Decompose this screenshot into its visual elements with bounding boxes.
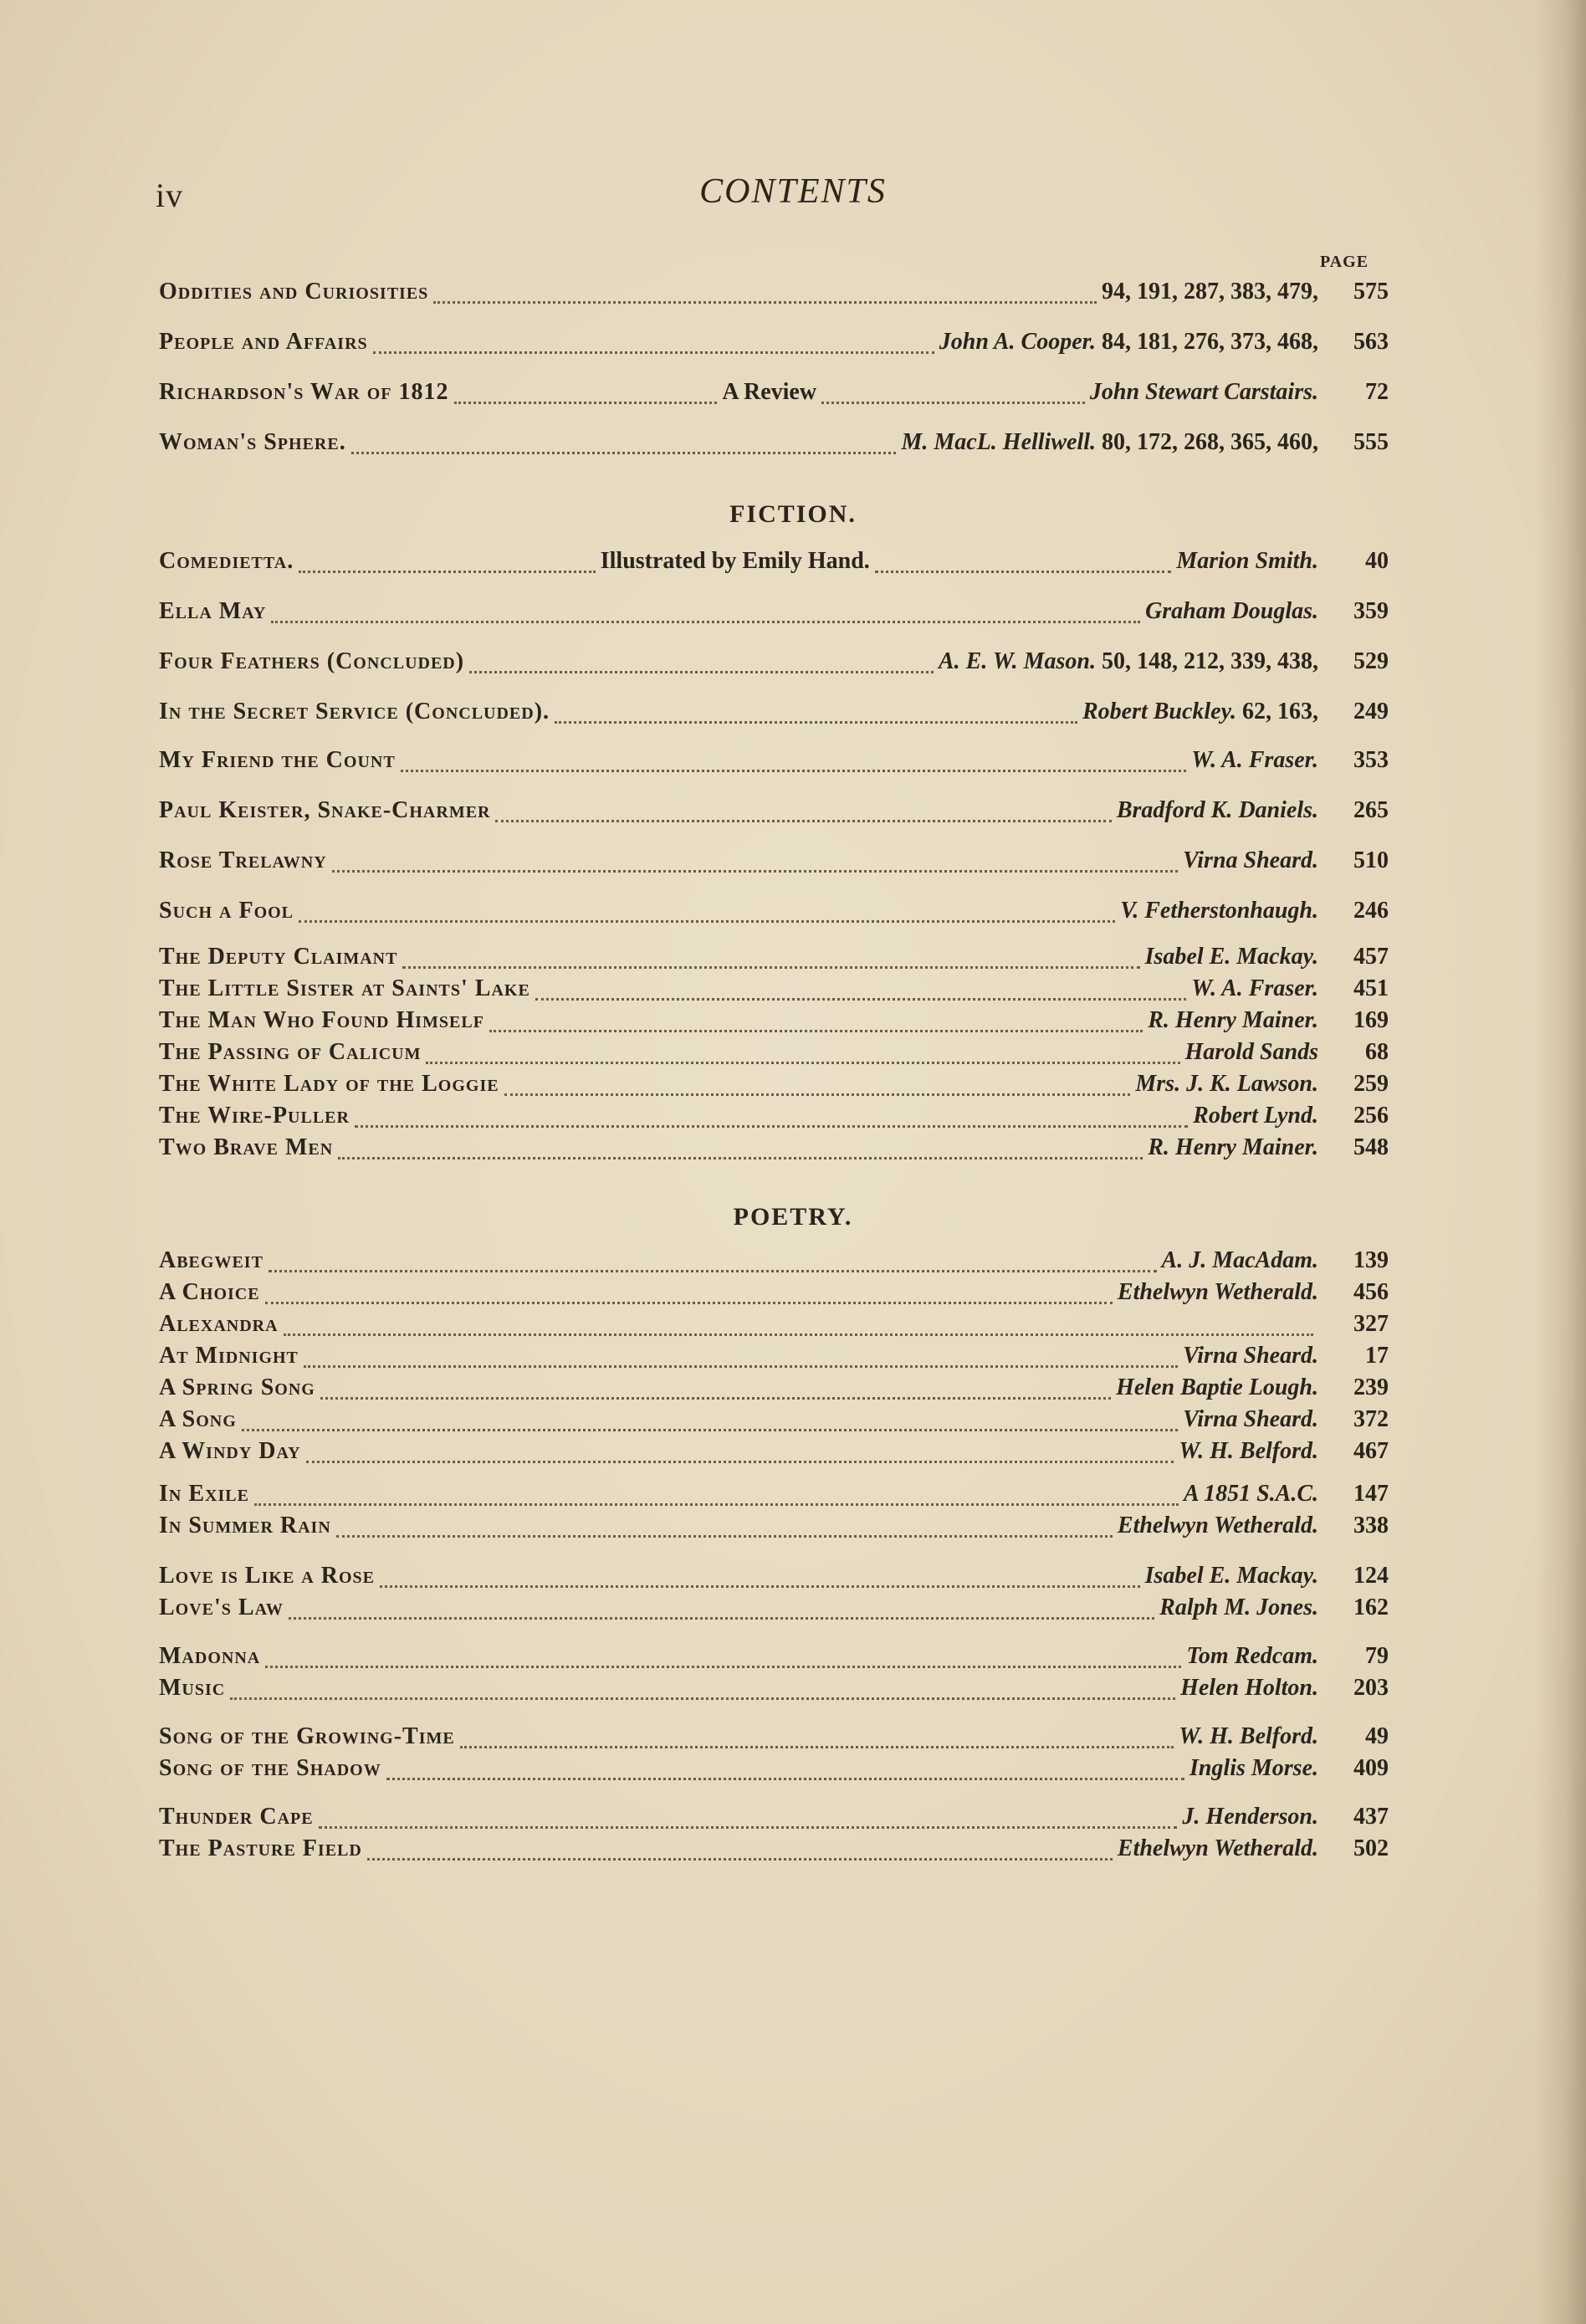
dot-leader [265, 1666, 1181, 1668]
dot-leader [402, 966, 1139, 969]
toc-entry [159, 1134, 1389, 1168]
entry-note: A Review [722, 379, 817, 405]
entry-page: 529 [1353, 648, 1389, 674]
entry-pages: 94, 191, 287, 383, 479, [1102, 279, 1318, 305]
dot-leader [355, 1125, 1188, 1128]
dot-leader [555, 721, 1077, 724]
dot-leader [299, 920, 1115, 923]
entry-author: Bradford K. Daniels. [1116, 797, 1318, 823]
entry-title: People and Affairs [159, 329, 368, 355]
toc-entry [159, 1103, 1389, 1136]
entry-title: Music [159, 1675, 226, 1701]
entry-author: Inglis Morse. [1189, 1755, 1318, 1781]
entry-title: The White Lady of the Loggie [159, 1071, 499, 1097]
entry-author: Helen Baptie Lough. [1116, 1374, 1318, 1400]
entry-page: 502 [1353, 1835, 1389, 1861]
dot-leader [271, 621, 1140, 623]
entry-page: 249 [1353, 699, 1389, 724]
entry-page: 555 [1353, 429, 1389, 455]
toc-entry [159, 1513, 1389, 1546]
dot-leader [367, 1858, 1113, 1861]
entry-page: 139 [1353, 1247, 1389, 1273]
dot-leader [386, 1778, 1184, 1780]
dot-leader [454, 402, 718, 404]
dot-leader [306, 1461, 1174, 1463]
entry-page: 437 [1353, 1804, 1389, 1830]
dot-leader [284, 1333, 1313, 1336]
entry-page: 467 [1353, 1438, 1389, 1464]
entry-page: 239 [1353, 1374, 1389, 1400]
entry-author: A. J. MacAdam. [1161, 1247, 1318, 1273]
entry-author: Mrs. J. K. Lawson. [1135, 1071, 1318, 1097]
entry-page: 451 [1353, 975, 1389, 1001]
entry-title: In Summer Rain [159, 1513, 331, 1538]
toc-entry [159, 747, 1389, 781]
entry-title: The Deputy Claimant [159, 944, 398, 970]
dot-leader [426, 1062, 1179, 1064]
toc-entry [159, 1374, 1389, 1408]
dot-leader [504, 1093, 1131, 1096]
toc-entry [159, 1804, 1389, 1837]
toc-entry [159, 1835, 1389, 1869]
entry-title: Four Feathers (Concluded) [159, 648, 465, 674]
entry-title: A Spring Song [159, 1374, 315, 1400]
dot-leader [875, 571, 1172, 573]
toc-entry [159, 1279, 1389, 1313]
entry-page: 203 [1353, 1675, 1389, 1701]
entry-author: Virna Sheard. [1183, 1343, 1318, 1369]
dot-leader [495, 820, 1111, 822]
entry-author: Helen Holton. [1180, 1675, 1318, 1701]
dot-leader [380, 1585, 1140, 1588]
entry-author: J. Henderson. [1182, 1804, 1318, 1830]
entry-title: The Wire-Puller [159, 1103, 350, 1129]
toc-entry [159, 1311, 1389, 1344]
entry-author: Virna Sheard. [1183, 1406, 1318, 1432]
entry-title: Thunder Cape [159, 1804, 314, 1830]
entry-author: R. Henry Mainer. [1148, 1134, 1318, 1160]
entry-title: A Windy Day [159, 1438, 301, 1464]
toc-entry [159, 1563, 1389, 1596]
dot-leader [289, 1617, 1154, 1620]
toc-entry [159, 648, 1389, 682]
dot-leader [433, 301, 1097, 304]
dot-leader [230, 1697, 1175, 1700]
entry-page: 79 [1365, 1643, 1389, 1669]
dot-leader [320, 1397, 1111, 1400]
dot-leader [460, 1746, 1174, 1748]
entry-page: 563 [1353, 329, 1389, 355]
toc-entry [159, 429, 1389, 463]
toc-entry [159, 1343, 1389, 1376]
entry-pages: 50, 148, 212, 339, 438, [1102, 648, 1318, 674]
page-title: CONTENTS [699, 172, 887, 211]
entry-title: Such a Fool [159, 898, 294, 924]
entry-page: 327 [1353, 1311, 1389, 1337]
entry-author: Robert Lynd. [1193, 1103, 1318, 1129]
toc-entry [159, 699, 1389, 732]
entry-title: My Friend the Count [159, 747, 396, 773]
entry-page: 40 [1365, 548, 1389, 574]
entry-author: W. H. Belford. [1179, 1438, 1318, 1464]
entry-page: 49 [1365, 1723, 1389, 1749]
section-heading-poetry: POETRY. [733, 1203, 853, 1231]
entry-page: 372 [1353, 1406, 1389, 1432]
entry-title: The Man Who Found Himself [159, 1007, 484, 1033]
dot-leader [332, 870, 1178, 873]
entry-author: Graham Douglas. [1145, 598, 1318, 624]
dot-leader [469, 671, 934, 673]
entry-page: 256 [1353, 1103, 1389, 1129]
entry-title: Richardson's War of 1812 [159, 379, 449, 405]
entry-author: Ralph M. Jones. [1159, 1595, 1318, 1620]
toc-entry [159, 1595, 1389, 1628]
dot-leader [373, 351, 934, 354]
entry-title: Song of the Growing-Time [159, 1723, 455, 1749]
entry-page: 456 [1353, 1279, 1389, 1305]
dot-leader [821, 402, 1085, 404]
toc-entry [159, 1438, 1389, 1472]
dot-leader [351, 452, 897, 454]
entry-author: Virna Sheard. [1183, 847, 1318, 873]
entry-title: In the Secret Service (Concluded). [159, 699, 550, 724]
dot-leader [319, 1826, 1178, 1829]
entry-title: A Song [159, 1406, 237, 1432]
entry-author: W. H. Belford. [1179, 1723, 1318, 1749]
entry-page: 246 [1353, 898, 1389, 924]
entry-title: Oddities and Curiosities [159, 279, 429, 305]
entry-author: Harold Sands [1184, 1039, 1318, 1065]
dot-leader [401, 770, 1187, 772]
entry-author: A 1851 S.A.C. [1183, 1481, 1318, 1507]
entry-title: Woman's Sphere. [159, 429, 346, 455]
entry-page: 575 [1353, 279, 1389, 305]
entry-page: 169 [1353, 1007, 1389, 1033]
entry-page: 353 [1353, 747, 1389, 773]
dot-leader [535, 998, 1187, 1001]
dot-leader [254, 1503, 1179, 1506]
entry-title: The Pasture Field [159, 1835, 362, 1861]
entry-title: Madonna [159, 1643, 261, 1669]
entry-page: 548 [1353, 1134, 1389, 1160]
toc-entry [159, 898, 1389, 931]
entry-title: Paul Keister, Snake-Charmer [159, 797, 491, 823]
entry-page: 17 [1365, 1343, 1389, 1369]
dot-leader [265, 1302, 1113, 1304]
entry-title: Song of the Shadow [159, 1755, 381, 1781]
toc-entry [159, 797, 1389, 831]
dot-leader [304, 1365, 1178, 1368]
entry-title: Love's Law [159, 1595, 284, 1620]
entry-page: 68 [1365, 1039, 1389, 1065]
toc-entry [159, 1071, 1389, 1104]
entry-author: Marion Smith. [1176, 548, 1318, 574]
entry-author: V. Fetherstonhaugh. [1120, 898, 1318, 924]
entry-title: Love is Like a Rose [159, 1563, 375, 1589]
entry-pages: 62, 163, [1242, 699, 1318, 724]
entry-author: Robert Buckley. [1082, 699, 1236, 724]
section-heading-fiction: FICTION. [729, 500, 857, 528]
entry-page: 162 [1353, 1595, 1389, 1620]
entry-author: W. A. Fraser. [1191, 975, 1318, 1001]
toc-entry [159, 1039, 1389, 1072]
entry-title: Rose Trelawny [159, 847, 327, 873]
entry-page: 338 [1353, 1513, 1389, 1538]
toc-entry [159, 1755, 1389, 1789]
entry-note: Illustrated by Emily Hand. [600, 548, 870, 574]
page-number: iv [156, 177, 184, 214]
entry-title: The Passing of Calicum [159, 1039, 422, 1065]
entry-author: W. A. Fraser. [1191, 747, 1318, 773]
dot-leader [489, 1030, 1143, 1032]
toc-entry [159, 279, 1389, 312]
entry-title: Ella May [159, 598, 267, 624]
toc-entry [159, 1643, 1389, 1676]
toc-entry [159, 1406, 1389, 1440]
toc-entry [159, 379, 1389, 412]
entry-page: 510 [1353, 847, 1389, 873]
entry-page: 409 [1353, 1755, 1389, 1781]
page-edge-shadow [1536, 0, 1586, 2324]
page-column-label: PAGE [1320, 253, 1369, 271]
entry-title: Comedietta. [159, 548, 294, 574]
entry-author: John Stewart Carstairs. [1089, 379, 1319, 405]
entry-author: Ethelwyn Wetherald. [1117, 1835, 1318, 1861]
dot-leader [336, 1535, 1113, 1538]
entry-page: 265 [1353, 797, 1389, 823]
toc-entry [159, 329, 1389, 362]
toc-entry [159, 598, 1389, 632]
entry-author: Ethelwyn Wetherald. [1117, 1279, 1318, 1305]
toc-entry [159, 1481, 1389, 1514]
entry-page: 359 [1353, 598, 1389, 624]
toc-entry [159, 975, 1389, 1009]
entry-author: Ethelwyn Wetherald. [1117, 1513, 1318, 1538]
entry-title: The Little Sister at Saints' Lake [159, 975, 530, 1001]
dot-leader [299, 571, 596, 573]
entry-page: 147 [1353, 1481, 1389, 1507]
toc-entry [159, 1247, 1389, 1281]
entry-page: 457 [1353, 944, 1389, 970]
entry-pages: 80, 172, 268, 365, 460, [1102, 429, 1318, 455]
entry-title: Two Brave Men [159, 1134, 334, 1160]
entry-title: A Choice [159, 1279, 260, 1305]
entry-title: At Midnight [159, 1343, 299, 1369]
entry-author: Isabel E. Mackay. [1144, 944, 1318, 970]
entry-page: 72 [1365, 379, 1389, 405]
toc-entry [159, 944, 1389, 977]
toc-entry [159, 1675, 1389, 1708]
toc-entry [159, 847, 1389, 881]
entry-title: In Exile [159, 1481, 249, 1507]
entry-pages: 84, 181, 276, 373, 468, [1102, 329, 1318, 355]
dot-leader [242, 1429, 1178, 1431]
entry-title: Alexandra [159, 1311, 279, 1337]
toc-entry [159, 1723, 1389, 1757]
entry-page: 259 [1353, 1071, 1389, 1097]
dot-leader [338, 1157, 1143, 1159]
entry-author: Tom Redcam. [1186, 1643, 1318, 1669]
entry-author: John A. Cooper. [939, 329, 1096, 355]
entry-author: Isabel E. Mackay. [1144, 1563, 1318, 1589]
entry-page: 124 [1353, 1563, 1389, 1589]
entry-author: R. Henry Mainer. [1148, 1007, 1318, 1033]
toc-entry [159, 548, 1389, 581]
entry-author: A. E. W. Mason. [938, 648, 1096, 674]
entry-title: Abegweit [159, 1247, 263, 1273]
dot-leader [269, 1270, 1157, 1272]
entry-author: M. MacL. Helliwell. [901, 429, 1096, 455]
toc-entry [159, 1007, 1389, 1041]
